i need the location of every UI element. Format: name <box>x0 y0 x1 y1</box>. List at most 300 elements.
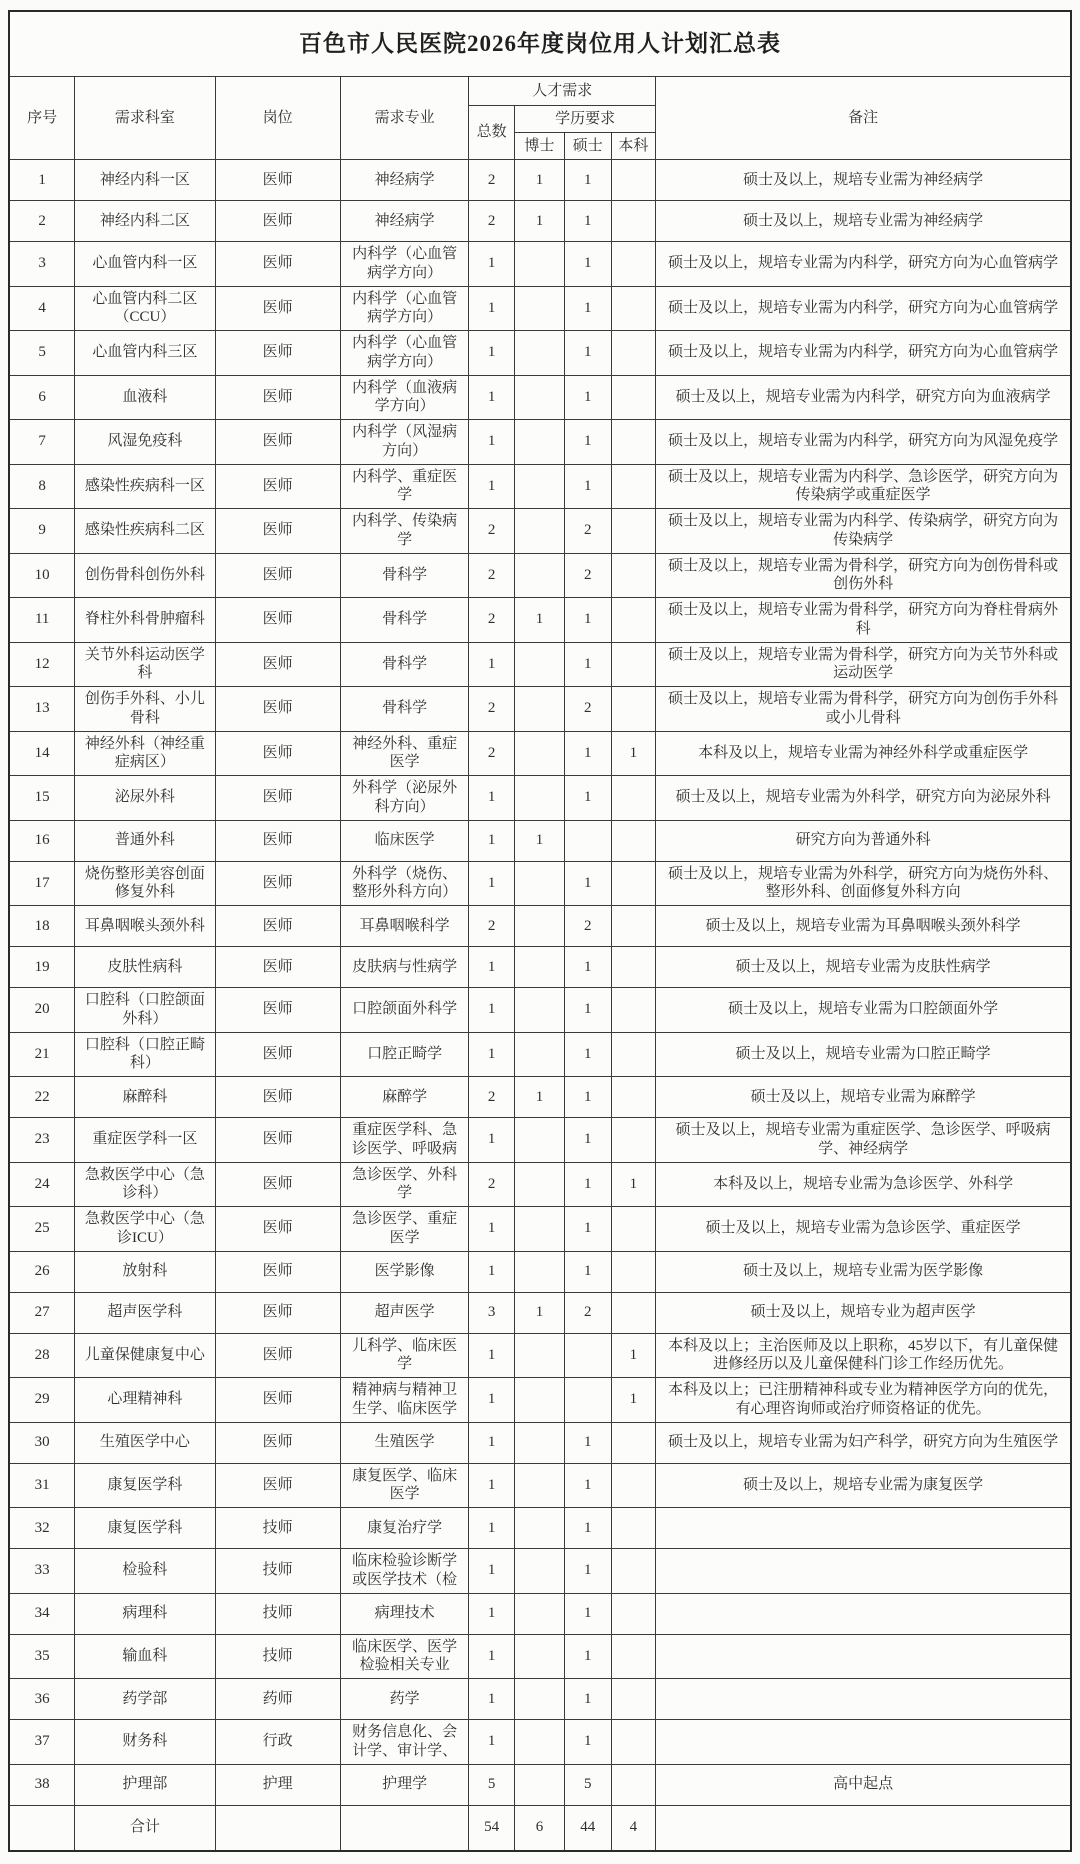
cell-post: 医师 <box>215 1162 340 1207</box>
cell-post: 医师 <box>215 160 340 201</box>
table-row <box>9 776 1071 821</box>
cell-phd <box>514 1463 564 1508</box>
cell-major: 内科学、传染病学 <box>340 509 469 554</box>
cell-major: 内科学（风湿病方向） <box>340 420 469 465</box>
cell-phd <box>514 642 564 687</box>
cell-master: 1 <box>564 160 611 201</box>
table-row <box>9 906 1071 947</box>
cell-master: 1 <box>564 1077 611 1118</box>
cell-phd <box>514 906 564 947</box>
cell-master: 1 <box>564 1251 611 1292</box>
cell-phd <box>514 286 564 331</box>
cell-remark: 本科及以上，规培专业需为神经外科学或重症医学 <box>656 731 1071 776</box>
cell-remark: 硕士及以上，规培专业需为耳鼻咽喉头颈外科学 <box>656 906 1071 947</box>
cell-seq: 30 <box>9 1422 75 1463</box>
cell-bachelor <box>611 331 656 376</box>
cell-major: 生殖医学 <box>340 1422 469 1463</box>
table-row <box>9 201 1071 242</box>
cell-phd <box>514 1549 564 1594</box>
cell-total: 2 <box>469 598 515 643</box>
cell-master: 1 <box>564 201 611 242</box>
table-row <box>9 1422 1071 1463</box>
cell-seq: 27 <box>9 1292 75 1333</box>
cell-dept: 心血管内科一区 <box>75 242 215 287</box>
cell-major: 康复治疗学 <box>340 1508 469 1549</box>
cell-bachelor <box>611 1463 656 1508</box>
table-row <box>9 1077 1071 1118</box>
cell-seq: 13 <box>9 687 75 732</box>
cell-dept: 超声医学科 <box>75 1292 215 1333</box>
header-bachelor: 本科 <box>611 133 656 160</box>
cell-phd: 1 <box>514 820 564 861</box>
cell-bachelor <box>611 160 656 201</box>
cell-major: 药学 <box>340 1679 469 1720</box>
cell-total: 1 <box>469 464 515 509</box>
cell-remark <box>656 1508 1071 1549</box>
cell-seq: 2 <box>9 201 75 242</box>
cell-seq: 25 <box>9 1207 75 1252</box>
cell-master <box>564 1333 611 1378</box>
cell-total: 1 <box>469 420 515 465</box>
cell-post: 技师 <box>215 1593 340 1634</box>
cell-post: 护理 <box>215 1764 340 1805</box>
cell-remark: 硕士及以上，规培专业需为外科学，研究方向为烧伤外科、整形外科、创面修复外科方向 <box>656 861 1071 906</box>
cell-seq: 33 <box>9 1549 75 1594</box>
cell-bachelor <box>611 947 656 988</box>
cell-bachelor <box>611 1593 656 1634</box>
cell-phd <box>514 1422 564 1463</box>
cell-phd <box>514 1162 564 1207</box>
cell-major: 急诊医学、外科学 <box>340 1162 469 1207</box>
cell-major: 内科学、重症医学 <box>340 464 469 509</box>
cell-phd <box>514 1032 564 1077</box>
cell-dept: 口腔科（口腔颌面外科） <box>75 988 215 1033</box>
table-row <box>9 687 1071 732</box>
cell-post: 医师 <box>215 1333 340 1378</box>
table-row <box>9 420 1071 465</box>
cell-remark: 硕士及以上，规培专业需为内科学，研究方向为血液病学 <box>656 375 1071 420</box>
cell-phd: 1 <box>514 160 564 201</box>
cell-phd <box>514 1593 564 1634</box>
cell-post: 医师 <box>215 1207 340 1252</box>
cell-remark: 硕士及以上，规培专业需为医学影像 <box>656 1251 1071 1292</box>
cell-major: 精神病与精神卫生学、临床医学 <box>340 1378 469 1423</box>
cell-post: 医师 <box>215 1118 340 1163</box>
cell-bachelor <box>611 1118 656 1163</box>
table-body <box>9 160 1071 1806</box>
cell-bachelor <box>611 201 656 242</box>
cell-major: 神经病学 <box>340 160 469 201</box>
cell-bachelor <box>611 1422 656 1463</box>
cell-post: 医师 <box>215 642 340 687</box>
recruitment-plan-table <box>8 10 1072 1852</box>
cell-dept: 重症医学科一区 <box>75 1118 215 1163</box>
cell-remark: 硕士及以上，规培专业需为神经病学 <box>656 160 1071 201</box>
table-row <box>9 1549 1071 1594</box>
cell-master: 1 <box>564 286 611 331</box>
cell-phd <box>514 1378 564 1423</box>
cell-seq: 14 <box>9 731 75 776</box>
cell-total: 1 <box>469 947 515 988</box>
cell-phd <box>514 1764 564 1805</box>
table-row <box>9 598 1071 643</box>
table-row <box>9 1333 1071 1378</box>
cell-bachelor <box>611 1292 656 1333</box>
header-phd: 博士 <box>514 133 564 160</box>
cell-phd: 1 <box>514 1077 564 1118</box>
cell-bachelor <box>611 642 656 687</box>
cell-seq: 3 <box>9 242 75 287</box>
cell-phd <box>514 776 564 821</box>
cell-major: 超声医学 <box>340 1292 469 1333</box>
cell-bachelor <box>611 776 656 821</box>
table-row <box>9 820 1071 861</box>
cell-post: 医师 <box>215 201 340 242</box>
cell-dept: 普通外科 <box>75 820 215 861</box>
cell-bachelor <box>611 464 656 509</box>
cell-post: 医师 <box>215 331 340 376</box>
cell-master: 2 <box>564 687 611 732</box>
cell-dept: 输血科 <box>75 1634 215 1679</box>
cell-dept: 检验科 <box>75 1549 215 1594</box>
cell-master: 1 <box>564 1032 611 1077</box>
cell-master: 1 <box>564 331 611 376</box>
cell-phd: 1 <box>514 201 564 242</box>
cell-post: 医师 <box>215 988 340 1033</box>
cell-remark: 硕士及以上，规培专业需为内科学，研究方向为心血管病学 <box>656 331 1071 376</box>
cell-seq: 5 <box>9 331 75 376</box>
cell-remark: 硕士及以上，规培专业需为急诊医学、重症医学 <box>656 1207 1071 1252</box>
cell-bachelor <box>611 1634 656 1679</box>
cell-dept: 血液科 <box>75 375 215 420</box>
cell-dept: 感染性疾病科一区 <box>75 464 215 509</box>
cell-major: 儿科学、临床医学 <box>340 1333 469 1378</box>
cell-total: 2 <box>469 201 515 242</box>
cell-remark: 硕士及以上，规培专业需为重症医学、急诊医学、呼吸病学、神经病学 <box>656 1118 1071 1163</box>
cell-seq: 4 <box>9 286 75 331</box>
cell-dept: 病理科 <box>75 1593 215 1634</box>
cell-bachelor <box>611 687 656 732</box>
cell-remark: 硕士及以上，规培专业需为骨科学，研究方向为创伤骨科或创伤外科 <box>656 553 1071 598</box>
cell-total: 2 <box>469 906 515 947</box>
cell-major: 重症医学科、急诊医学、呼吸病 <box>340 1118 469 1163</box>
cell-phd <box>514 1251 564 1292</box>
cell-seq: 15 <box>9 776 75 821</box>
cell-master: 5 <box>564 1764 611 1805</box>
cell-bachelor <box>611 1764 656 1805</box>
header-major: 需求专业 <box>340 77 469 160</box>
header-post: 岗位 <box>215 77 340 160</box>
document-title: 百色市人民医院2026年度岗位用人计划汇总表 <box>9 11 1071 77</box>
cell-total: 1 <box>469 1032 515 1077</box>
table-row <box>9 286 1071 331</box>
cell-bachelor <box>611 820 656 861</box>
cell-bachelor <box>611 1207 656 1252</box>
cell-total: 1 <box>469 1207 515 1252</box>
cell-total: 2 <box>469 553 515 598</box>
cell-dept: 药学部 <box>75 1679 215 1720</box>
cell-post: 医师 <box>215 553 340 598</box>
cell-major: 内科学（心血管病学方向） <box>340 331 469 376</box>
cell-total: 1 <box>469 1679 515 1720</box>
title-row <box>9 11 1071 77</box>
cell-post: 技师 <box>215 1549 340 1594</box>
cell-remark: 硕士及以上，规培专业需为康复医学 <box>656 1463 1071 1508</box>
cell-seq: 1 <box>9 160 75 201</box>
cell-remark <box>656 1720 1071 1765</box>
cell-post: 药师 <box>215 1679 340 1720</box>
cell-remark: 硕士及以上，规培专业需为骨科学，研究方向为脊柱骨病外科 <box>656 598 1071 643</box>
cell-remark: 硕士及以上，规培专业需为口腔正畸学 <box>656 1032 1071 1077</box>
table-row <box>9 375 1071 420</box>
cell-major: 骨科学 <box>340 553 469 598</box>
cell-phd <box>514 1634 564 1679</box>
summary-master: 44 <box>564 1805 611 1851</box>
cell-total: 1 <box>469 1634 515 1679</box>
cell-master: 1 <box>564 1422 611 1463</box>
cell-post: 技师 <box>215 1508 340 1549</box>
table-row <box>9 1251 1071 1292</box>
cell-phd <box>514 509 564 554</box>
cell-dept: 生殖医学中心 <box>75 1422 215 1463</box>
cell-total: 1 <box>469 988 515 1033</box>
cell-master <box>564 1378 611 1423</box>
cell-remark: 硕士及以上，规培专业需为内科学，研究方向为心血管病学 <box>656 286 1071 331</box>
cell-bachelor <box>611 553 656 598</box>
cell-remark: 本科及以上；已注册精神科或专业为精神医学方向的优先，有心理咨询师或治疗师资格证的优先。 <box>656 1378 1071 1423</box>
cell-bachelor: 1 <box>611 731 656 776</box>
cell-dept: 泌尿外科 <box>75 776 215 821</box>
cell-bachelor <box>611 1549 656 1594</box>
cell-total: 1 <box>469 861 515 906</box>
cell-major: 临床检验诊断学或医学技术（检 <box>340 1549 469 1594</box>
cell-master: 1 <box>564 1207 611 1252</box>
summary-label: 合计 <box>75 1805 215 1851</box>
cell-bachelor <box>611 420 656 465</box>
table-row <box>9 1593 1071 1634</box>
table-row <box>9 1634 1071 1679</box>
cell-remark <box>656 1549 1071 1594</box>
cell-bachelor <box>611 1077 656 1118</box>
cell-major: 骨科学 <box>340 642 469 687</box>
cell-remark: 硕士及以上，规培专业需为皮肤性病学 <box>656 947 1071 988</box>
cell-remark: 硕士及以上，规培专业需为口腔颌面外学 <box>656 988 1071 1033</box>
cell-phd <box>514 947 564 988</box>
cell-master: 2 <box>564 553 611 598</box>
cell-dept: 急救医学中心（急诊ICU） <box>75 1207 215 1252</box>
table-row <box>9 1207 1071 1252</box>
cell-total: 1 <box>469 1251 515 1292</box>
cell-master: 1 <box>564 1508 611 1549</box>
cell-total: 2 <box>469 687 515 732</box>
cell-seq: 9 <box>9 509 75 554</box>
cell-bachelor: 1 <box>611 1162 656 1207</box>
cell-total: 5 <box>469 1764 515 1805</box>
cell-master: 1 <box>564 947 611 988</box>
cell-major: 护理学 <box>340 1764 469 1805</box>
cell-phd <box>514 687 564 732</box>
cell-total: 1 <box>469 1508 515 1549</box>
cell-master: 1 <box>564 598 611 643</box>
cell-dept: 神经内科一区 <box>75 160 215 201</box>
cell-post: 医师 <box>215 509 340 554</box>
cell-master: 1 <box>564 731 611 776</box>
cell-remark: 硕士及以上，规培专业为超声医学 <box>656 1292 1071 1333</box>
cell-bachelor <box>611 861 656 906</box>
cell-seq: 10 <box>9 553 75 598</box>
table-row <box>9 1118 1071 1163</box>
cell-total: 1 <box>469 1720 515 1765</box>
cell-seq: 31 <box>9 1463 75 1508</box>
cell-total: 1 <box>469 1549 515 1594</box>
cell-post: 医师 <box>215 687 340 732</box>
cell-seq: 11 <box>9 598 75 643</box>
cell-phd: 1 <box>514 1292 564 1333</box>
cell-post: 医师 <box>215 464 340 509</box>
table-row <box>9 988 1071 1033</box>
cell-major: 口腔正畸学 <box>340 1032 469 1077</box>
cell-master: 1 <box>564 1118 611 1163</box>
cell-total: 3 <box>469 1292 515 1333</box>
cell-seq: 26 <box>9 1251 75 1292</box>
cell-master: 1 <box>564 464 611 509</box>
cell-major: 医学影像 <box>340 1251 469 1292</box>
cell-total: 1 <box>469 1118 515 1163</box>
cell-bachelor <box>611 286 656 331</box>
cell-dept: 急救医学中心（急诊科） <box>75 1162 215 1207</box>
table-row <box>9 731 1071 776</box>
cell-remark <box>656 1593 1071 1634</box>
cell-seq: 22 <box>9 1077 75 1118</box>
cell-bachelor <box>611 1251 656 1292</box>
cell-dept: 创伤骨科创伤外科 <box>75 553 215 598</box>
table-header <box>9 11 1071 160</box>
cell-master: 1 <box>564 420 611 465</box>
cell-major: 临床医学、医学检验相关专业 <box>340 1634 469 1679</box>
cell-total: 1 <box>469 331 515 376</box>
cell-seq: 36 <box>9 1679 75 1720</box>
cell-phd <box>514 464 564 509</box>
table-row <box>9 1764 1071 1805</box>
cell-remark: 高中起点 <box>656 1764 1071 1805</box>
cell-post: 医师 <box>215 861 340 906</box>
cell-total: 2 <box>469 1077 515 1118</box>
cell-remark: 研究方向为普通外科 <box>656 820 1071 861</box>
cell-major: 病理技术 <box>340 1593 469 1634</box>
cell-master: 2 <box>564 906 611 947</box>
header-seq: 序号 <box>9 77 75 160</box>
table-row <box>9 509 1071 554</box>
cell-total: 1 <box>469 1422 515 1463</box>
cell-post: 医师 <box>215 1422 340 1463</box>
cell-post: 医师 <box>215 947 340 988</box>
cell-seq: 28 <box>9 1333 75 1378</box>
cell-bachelor <box>611 1679 656 1720</box>
cell-post: 医师 <box>215 820 340 861</box>
cell-master: 1 <box>564 1162 611 1207</box>
cell-remark: 硕士及以上，规培专业需为内科学、急诊医学，研究方向为传染病学或重症医学 <box>656 464 1071 509</box>
cell-seq: 20 <box>9 988 75 1033</box>
cell-dept: 心血管内科三区 <box>75 331 215 376</box>
cell-dept: 财务科 <box>75 1720 215 1765</box>
cell-phd <box>514 1508 564 1549</box>
cell-post: 医师 <box>215 242 340 287</box>
cell-major: 皮肤病与性病学 <box>340 947 469 988</box>
cell-dept: 耳鼻咽喉头颈外科 <box>75 906 215 947</box>
cell-major: 耳鼻咽喉科学 <box>340 906 469 947</box>
cell-post: 医师 <box>215 1292 340 1333</box>
cell-seq: 7 <box>9 420 75 465</box>
cell-post: 医师 <box>215 776 340 821</box>
header-total: 总数 <box>469 106 515 160</box>
cell-remark: 硕士及以上，规培专业需为外科学，研究方向为泌尿外科 <box>656 776 1071 821</box>
cell-total: 1 <box>469 375 515 420</box>
cell-bachelor: 1 <box>611 1378 656 1423</box>
cell-phd: 1 <box>514 598 564 643</box>
cell-remark: 硕士及以上，规培专业需为内科学，研究方向为风湿免疫学 <box>656 420 1071 465</box>
cell-phd <box>514 1679 564 1720</box>
cell-bachelor <box>611 988 656 1033</box>
cell-remark: 硕士及以上，规培专业需为骨科学，研究方向为创伤手外科或小儿骨科 <box>656 687 1071 732</box>
cell-post: 医师 <box>215 598 340 643</box>
header-dept: 需求科室 <box>75 77 215 160</box>
cell-remark: 硕士及以上，规培专业需为麻醉学 <box>656 1077 1071 1118</box>
cell-master: 1 <box>564 988 611 1033</box>
cell-dept: 皮肤性病科 <box>75 947 215 988</box>
summary-total: 54 <box>469 1805 515 1851</box>
cell-total: 2 <box>469 1162 515 1207</box>
table-row <box>9 160 1071 201</box>
cell-dept: 感染性疾病科二区 <box>75 509 215 554</box>
cell-seq: 34 <box>9 1593 75 1634</box>
cell-bachelor <box>611 1508 656 1549</box>
cell-seq: 21 <box>9 1032 75 1077</box>
cell-master: 1 <box>564 1463 611 1508</box>
cell-phd <box>514 1207 564 1252</box>
table-row <box>9 553 1071 598</box>
cell-bachelor: 1 <box>611 1333 656 1378</box>
cell-major: 神经病学 <box>340 201 469 242</box>
table-row <box>9 1032 1071 1077</box>
cell-phd <box>514 861 564 906</box>
cell-total: 2 <box>469 731 515 776</box>
cell-seq: 35 <box>9 1634 75 1679</box>
cell-bachelor <box>611 598 656 643</box>
cell-major: 神经外科、重症医学 <box>340 731 469 776</box>
cell-major: 财务信息化、会计学、审计学、 <box>340 1720 469 1765</box>
cell-phd <box>514 731 564 776</box>
cell-major: 内科学（心血管病学方向） <box>340 242 469 287</box>
cell-phd <box>514 331 564 376</box>
cell-major: 麻醉学 <box>340 1077 469 1118</box>
table-row <box>9 1508 1071 1549</box>
cell-major: 口腔颌面外科学 <box>340 988 469 1033</box>
cell-seq: 23 <box>9 1118 75 1163</box>
cell-seq: 38 <box>9 1764 75 1805</box>
cell-dept: 心理精神科 <box>75 1378 215 1423</box>
cell-phd <box>514 988 564 1033</box>
table-row <box>9 1679 1071 1720</box>
table-row <box>9 1162 1071 1207</box>
cell-bachelor <box>611 906 656 947</box>
cell-seq: 8 <box>9 464 75 509</box>
table-row <box>9 1720 1071 1765</box>
cell-master <box>564 820 611 861</box>
table-row <box>9 642 1071 687</box>
cell-phd <box>514 242 564 287</box>
cell-seq: 6 <box>9 375 75 420</box>
cell-post: 医师 <box>215 731 340 776</box>
